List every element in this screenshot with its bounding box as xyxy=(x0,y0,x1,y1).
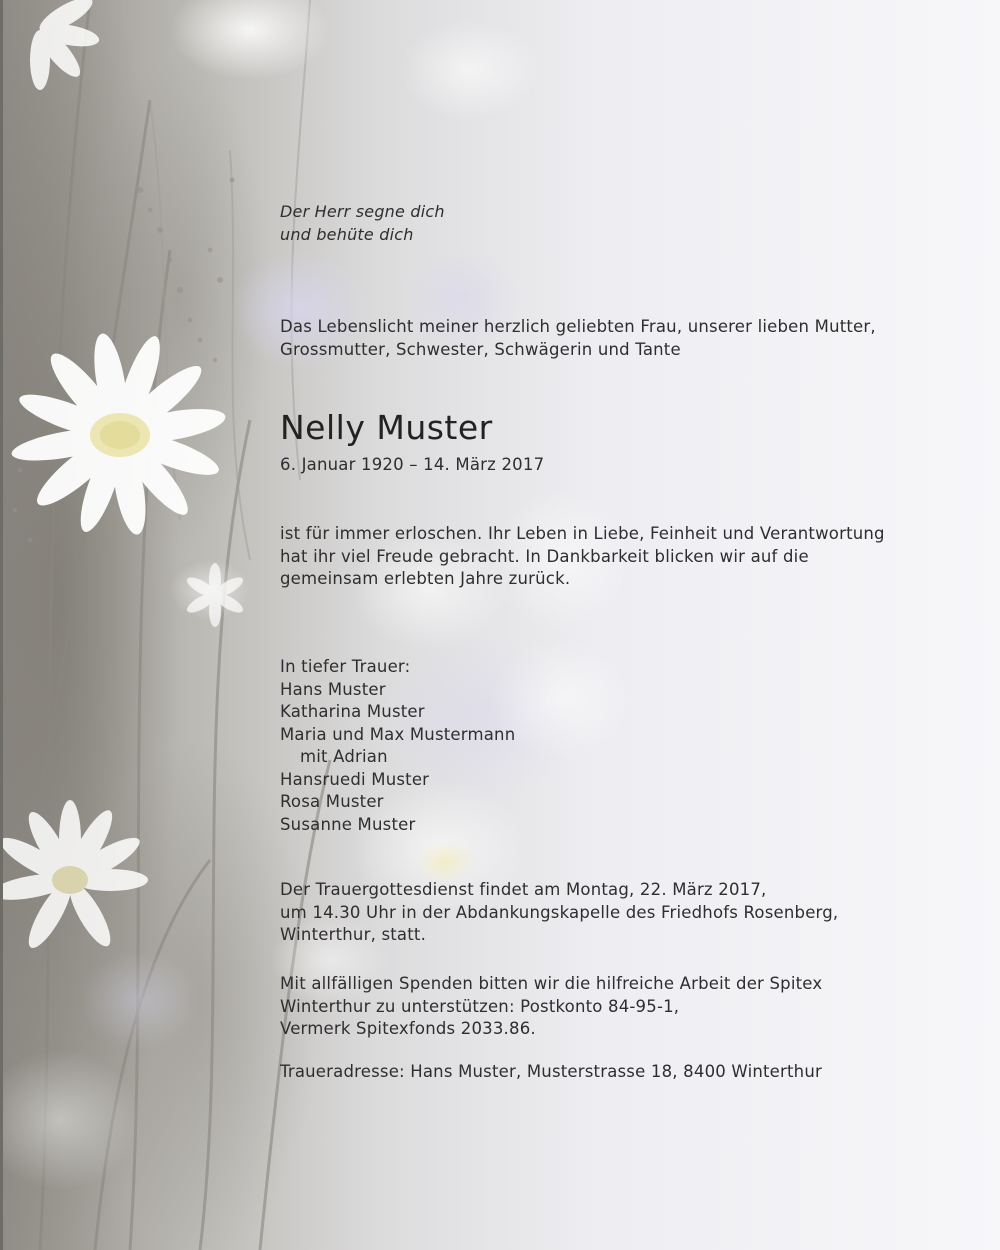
mourner-name: Hansruedi Muster xyxy=(280,769,430,789)
page-edge-shadow xyxy=(0,0,3,1250)
mourner-name: Susanne Muster xyxy=(280,814,416,834)
intro-paragraph xyxy=(280,316,876,361)
motto-line: Der Herr segne dich xyxy=(280,202,445,221)
mourners-list xyxy=(280,656,515,836)
donation-line: Vermerk Spitexfonds 2033.86. xyxy=(280,1019,536,1038)
intro-line: Das Lebenslicht meiner herzlich geliebten Frau, unserer lieben Mutter, xyxy=(280,317,876,336)
blessing-motto xyxy=(280,201,445,246)
deceased-name: Nelly Muster xyxy=(280,408,493,447)
life-dates xyxy=(280,454,544,477)
service-line: um 14.30 Uhr in der Abdankungskapelle des Friedhofs Rosenberg, xyxy=(280,902,839,922)
life-dates-text: 6. Januar 1920 – 14. März 2017 xyxy=(280,455,545,474)
donation-line: Mit allfälligen Spenden bitten wir die hilfreiche Arbeit der Spitex xyxy=(280,974,823,993)
mourner-name: Katharina Muster xyxy=(280,702,425,721)
mourning-address xyxy=(280,1061,822,1084)
memorial-line: hat ihr viel Freude gebracht. In Dankbarkeit blicken wir auf die xyxy=(280,546,809,566)
memorial-line: ist für immer erloschen. Ihr Leben in Liebe, Feinheit und Verantwortung xyxy=(280,524,885,543)
mourner-name: Hans Muster xyxy=(280,679,386,699)
intro-line: Grossmutter, Schwester, Schwägerin und Tante xyxy=(280,339,681,359)
motto-line: und behüte dich xyxy=(280,224,414,244)
memorial-paragraph xyxy=(280,523,885,591)
donation-line: Winterthur zu unterstützen: Postkonto 84-95-1, xyxy=(280,996,680,1016)
memorial-line: gemeinsam erlebten Jahre zurück. xyxy=(280,569,571,588)
donation-info xyxy=(280,973,822,1041)
service-line: Der Trauergottesdienst findet am Montag, 22. März 2017, xyxy=(280,880,767,899)
address-line: Traueradresse: Hans Muster, Musterstrasse 18, 8400 Winterthur xyxy=(280,1062,822,1081)
service-line: Winterthur, statt. xyxy=(280,925,427,944)
mourner-name: mit Adrian xyxy=(300,747,388,766)
mourner-name: Maria und Max Mustermann xyxy=(280,724,516,744)
mourners-heading: In tiefer Trauer: xyxy=(280,657,411,676)
mourner-name: Rosa Muster xyxy=(280,792,384,811)
funeral-service-info xyxy=(280,879,838,947)
